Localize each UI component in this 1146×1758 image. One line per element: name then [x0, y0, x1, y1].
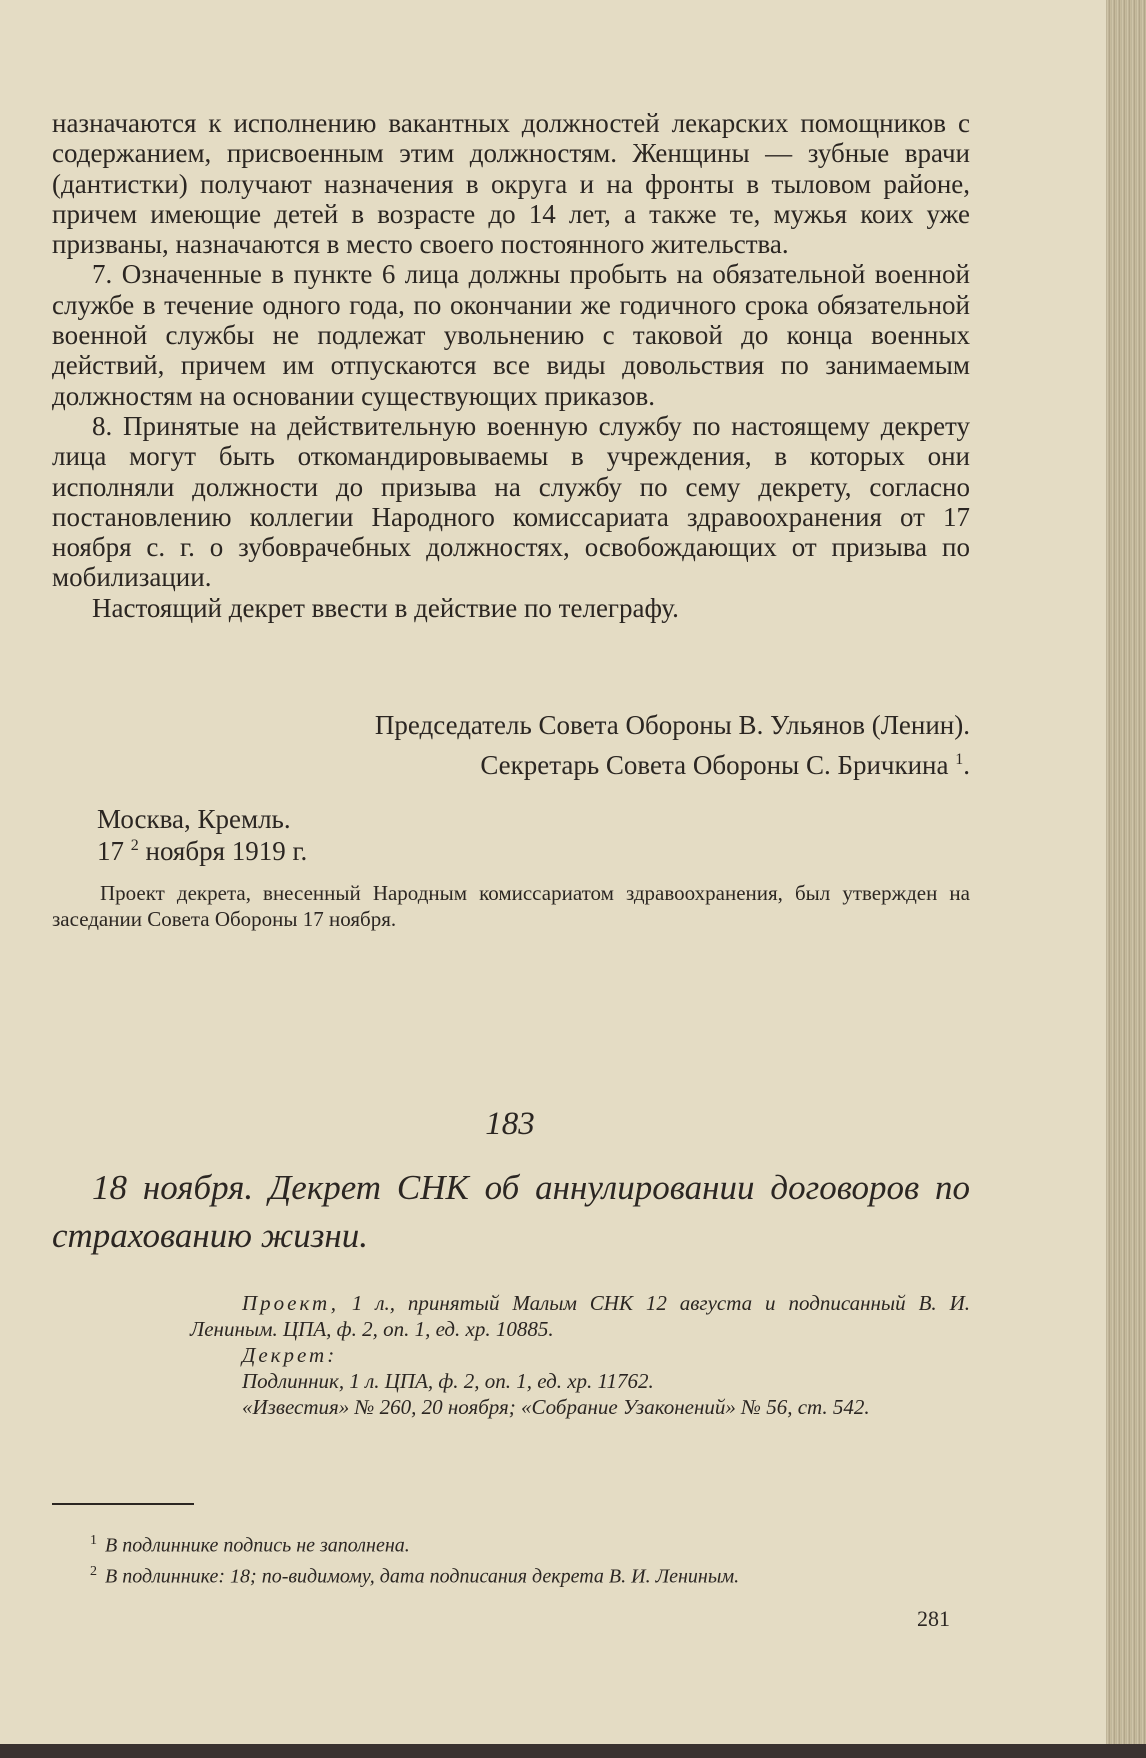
- place: Москва, Кремль.: [97, 804, 291, 834]
- date: [97, 836, 307, 867]
- footnote-2: [90, 1559, 970, 1590]
- paragraph-8: 8. Принятые на действительную военную службу по настоящему декрету лица могут быть откомандировываемы в учреждения, в которых они исполняли должности до призыва на службу по сему декрету, согласно постановлению коллегии Народного комиссариата здравоохранения от 17 ноября с. г. о зубоврачебных должностях, освобождающих от призыва по мобилизации.: [52, 410, 970, 593]
- footnote-2-text: В подлиннике: 18; по-видимому, дата подписания декрета В. И. Лениным.: [105, 1565, 740, 1588]
- secretary-name: Секретарь Совета Обороны С. Бричкина: [480, 750, 949, 780]
- paragraph-continuation: назначаются к исполнению вакантных должностей лекарских помощников с содержанием, присвоенным этим должностям. Женщины — зубные врачи (дантистки) получают назначения в округа и на фронты в тыловом районе, причем имеющие детей в возрасте до 14 лет, а также те, мужья коих уже призваны, назначаются в место своего постоянного жительства.: [52, 108, 970, 260]
- source-original: Подлинник, 1 л. ЦПА, ф. 2, оп. 1, ед. хр. 11762.: [242, 1369, 654, 1393]
- secretary-period: .: [963, 750, 970, 780]
- source-publication: «Известия» № 260, 20 ноября; «Собрание Узаконений» № 56, ст. 542.: [242, 1395, 870, 1419]
- footnote-ref-1: 1: [955, 751, 964, 768]
- footnote-2-number: 2: [90, 1563, 97, 1579]
- date-day: 17: [97, 836, 124, 866]
- secretary-signature: [480, 750, 970, 781]
- date-rest: ноября 1919 г.: [145, 836, 308, 866]
- footnote-1-text: В подлиннике подпись не заполнена.: [105, 1534, 410, 1557]
- paragraph-7: 7. Означенные в пункте 6 лица должны пробыть на обязательной военной службе в течение одного года, по окончании же годичного срока обязательной военной службы не подлежат увольнению с таковой до конца военных действий, причем им отпускаются все виды довольствия по занимаемым должностям на основании существующих приказов.: [52, 259, 970, 411]
- footnotes: [90, 1528, 970, 1589]
- footnote-1-number: 1: [90, 1533, 97, 1548]
- project-text: 1 л., принятый Малым СНК 12 августа и подписанный В. И. Лениным. ЦПА, ф. 2, оп. 1, ед. хр. 10885.: [190, 1291, 970, 1341]
- decree-label: Декрет:: [242, 1343, 338, 1367]
- project-label: Проект,: [242, 1291, 339, 1315]
- document-title: 18 ноября. Декрет СНК об аннулировании договоров по страхованию жизни.: [52, 1168, 970, 1255]
- document-number: 183: [485, 1106, 535, 1142]
- chairman-signature: Председатель Совета Обороны В. Ульянов (Ленин).: [374, 710, 970, 740]
- editorial-note: Проект декрета, внесенный Народным комиссариатом здравоохранения, был утвержден на заседании Совета Обороны 17 ноября.: [52, 881, 970, 931]
- source-project: [190, 1290, 970, 1342]
- bottom-edge: [0, 1744, 1146, 1758]
- footnote-ref-2: 2: [130, 837, 139, 854]
- page-edges: [1106, 0, 1146, 1758]
- footnote-1: [90, 1528, 970, 1559]
- document-sources: [190, 1290, 970, 1420]
- paragraph-final: Настоящий декрет ввести в действие по телеграфу.: [92, 592, 679, 623]
- page-number: 281: [917, 1606, 950, 1631]
- main-text: [52, 108, 970, 623]
- footnote-divider: [52, 1503, 194, 1505]
